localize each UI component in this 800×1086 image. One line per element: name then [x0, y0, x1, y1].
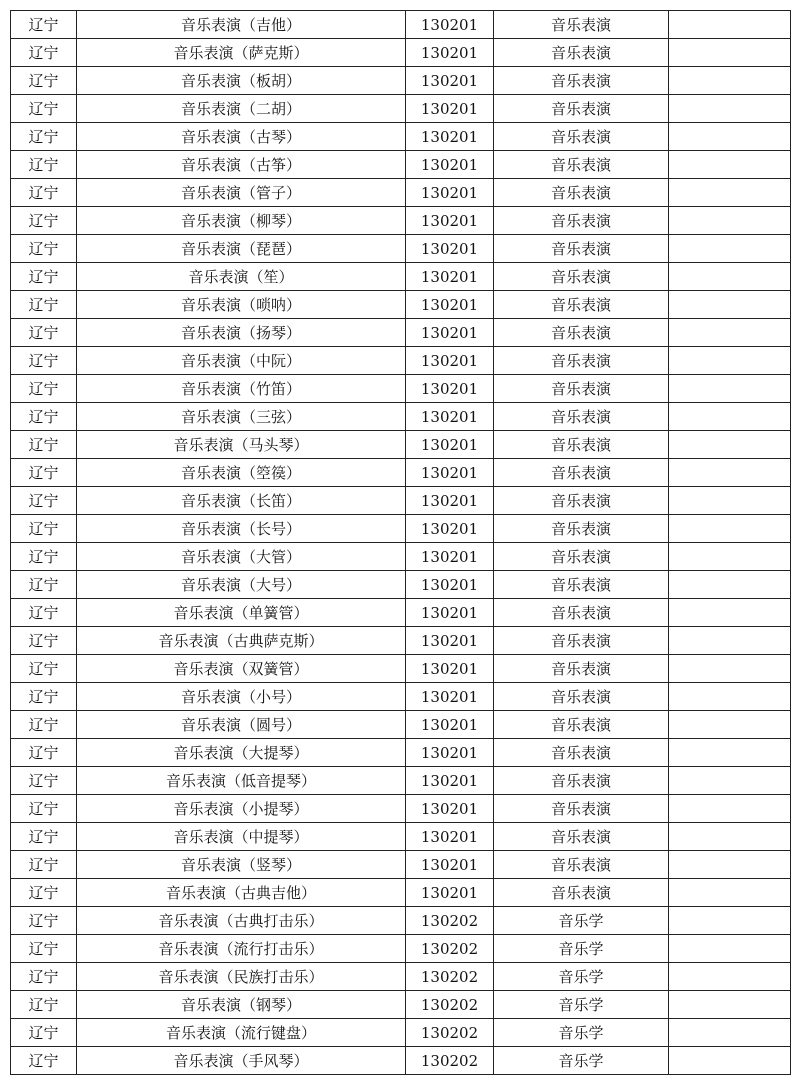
table-row [11, 515, 791, 543]
code-cell: 130201 [406, 151, 494, 179]
province-cell: 辽宁 [11, 1047, 77, 1075]
province-cell: 辽宁 [11, 543, 77, 571]
table-row [11, 95, 791, 123]
province-cell: 辽宁 [11, 95, 77, 123]
code-cell: 130201 [406, 599, 494, 627]
major-cell: 音乐表演（大提琴） [77, 739, 406, 767]
table-row [11, 67, 791, 95]
category-cell: 音乐表演 [494, 11, 669, 39]
note-cell [669, 123, 791, 151]
table-row [11, 655, 791, 683]
note-cell [669, 459, 791, 487]
note-cell [669, 431, 791, 459]
code-cell: 130201 [406, 11, 494, 39]
province-cell: 辽宁 [11, 823, 77, 851]
province-cell: 辽宁 [11, 403, 77, 431]
table-row [11, 963, 791, 991]
major-cell: 音乐表演（萨克斯） [77, 39, 406, 67]
category-cell: 音乐表演 [494, 627, 669, 655]
note-cell [669, 179, 791, 207]
table-row [11, 403, 791, 431]
category-cell: 音乐表演 [494, 459, 669, 487]
major-cell: 音乐表演（流行打击乐） [77, 935, 406, 963]
province-cell: 辽宁 [11, 627, 77, 655]
major-cell: 音乐表演（竹笛） [77, 375, 406, 403]
category-cell: 音乐表演 [494, 319, 669, 347]
table-row [11, 431, 791, 459]
province-cell: 辽宁 [11, 655, 77, 683]
table-row [11, 1047, 791, 1075]
note-cell [669, 207, 791, 235]
table-row [11, 487, 791, 515]
note-cell [669, 487, 791, 515]
major-cell: 音乐表演（流行键盘） [77, 1019, 406, 1047]
province-cell: 辽宁 [11, 963, 77, 991]
code-cell: 130201 [406, 655, 494, 683]
note-cell [669, 991, 791, 1019]
category-cell: 音乐表演 [494, 403, 669, 431]
major-cell: 音乐表演（板胡） [77, 67, 406, 95]
category-cell: 音乐表演 [494, 375, 669, 403]
major-cell: 音乐表演（竖琴） [77, 851, 406, 879]
category-cell: 音乐表演 [494, 767, 669, 795]
table-row [11, 1019, 791, 1047]
category-cell: 音乐表演 [494, 347, 669, 375]
major-cell: 音乐表演（古典打击乐） [77, 907, 406, 935]
major-cell: 音乐表演（吉他） [77, 11, 406, 39]
code-cell: 130201 [406, 627, 494, 655]
province-cell: 辽宁 [11, 39, 77, 67]
major-cell: 音乐表演（琵琶） [77, 235, 406, 263]
table-row [11, 851, 791, 879]
note-cell [669, 739, 791, 767]
category-cell: 音乐表演 [494, 207, 669, 235]
province-cell: 辽宁 [11, 263, 77, 291]
table-row [11, 39, 791, 67]
code-cell: 130201 [406, 767, 494, 795]
code-cell: 130201 [406, 515, 494, 543]
province-cell: 辽宁 [11, 151, 77, 179]
note-cell [669, 95, 791, 123]
major-cell: 音乐表演（古典吉他） [77, 879, 406, 907]
note-cell [669, 935, 791, 963]
table-row [11, 151, 791, 179]
note-cell [669, 683, 791, 711]
major-cell: 音乐表演（长笛） [77, 487, 406, 515]
note-cell [669, 515, 791, 543]
province-cell: 辽宁 [11, 459, 77, 487]
province-cell: 辽宁 [11, 179, 77, 207]
category-cell: 音乐表演 [494, 795, 669, 823]
table-row [11, 207, 791, 235]
province-cell: 辽宁 [11, 319, 77, 347]
province-cell: 辽宁 [11, 991, 77, 1019]
note-cell [669, 571, 791, 599]
note-cell [669, 11, 791, 39]
table-row [11, 235, 791, 263]
province-cell: 辽宁 [11, 67, 77, 95]
table-row [11, 375, 791, 403]
code-cell: 130201 [406, 263, 494, 291]
province-cell: 辽宁 [11, 767, 77, 795]
note-cell [669, 823, 791, 851]
major-cell: 音乐表演（中提琴） [77, 823, 406, 851]
table-row [11, 879, 791, 907]
category-cell: 音乐表演 [494, 515, 669, 543]
code-cell: 130201 [406, 571, 494, 599]
table-row [11, 991, 791, 1019]
note-cell [669, 291, 791, 319]
major-cell: 音乐表演（古琴） [77, 123, 406, 151]
province-cell: 辽宁 [11, 935, 77, 963]
code-cell: 130201 [406, 487, 494, 515]
note-cell [669, 375, 791, 403]
major-cell: 音乐表演（圆号） [77, 711, 406, 739]
province-cell: 辽宁 [11, 487, 77, 515]
major-cell: 音乐表演（中阮） [77, 347, 406, 375]
code-cell: 130201 [406, 403, 494, 431]
note-cell [669, 403, 791, 431]
category-cell: 音乐表演 [494, 123, 669, 151]
province-cell: 辽宁 [11, 123, 77, 151]
code-cell: 130202 [406, 935, 494, 963]
category-cell: 音乐表演 [494, 739, 669, 767]
category-cell: 音乐学 [494, 907, 669, 935]
major-cell: 音乐表演（长号） [77, 515, 406, 543]
note-cell [669, 599, 791, 627]
code-cell: 130201 [406, 375, 494, 403]
note-cell [669, 627, 791, 655]
province-cell: 辽宁 [11, 207, 77, 235]
province-cell: 辽宁 [11, 11, 77, 39]
category-cell: 音乐表演 [494, 263, 669, 291]
code-cell: 130201 [406, 459, 494, 487]
note-cell [669, 851, 791, 879]
category-cell: 音乐表演 [494, 879, 669, 907]
code-cell: 130201 [406, 431, 494, 459]
table-row [11, 739, 791, 767]
major-cell: 音乐表演（扬琴） [77, 319, 406, 347]
note-cell [669, 963, 791, 991]
major-cell: 音乐表演（箜篌） [77, 459, 406, 487]
category-cell: 音乐表演 [494, 151, 669, 179]
province-cell: 辽宁 [11, 907, 77, 935]
major-cell: 音乐表演（民族打击乐） [77, 963, 406, 991]
category-cell: 音乐学 [494, 963, 669, 991]
category-cell: 音乐表演 [494, 851, 669, 879]
major-cell: 音乐表演（单簧管） [77, 599, 406, 627]
major-cell: 音乐表演（马头琴） [77, 431, 406, 459]
province-cell: 辽宁 [11, 683, 77, 711]
category-cell: 音乐表演 [494, 67, 669, 95]
province-cell: 辽宁 [11, 431, 77, 459]
code-cell: 130202 [406, 963, 494, 991]
code-cell: 130201 [406, 739, 494, 767]
major-cell: 音乐表演（钢琴） [77, 991, 406, 1019]
province-cell: 辽宁 [11, 1019, 77, 1047]
table-body [11, 11, 791, 1075]
table-row [11, 907, 791, 935]
major-cell: 音乐表演（柳琴） [77, 207, 406, 235]
province-cell: 辽宁 [11, 879, 77, 907]
note-cell [669, 151, 791, 179]
code-cell: 130201 [406, 207, 494, 235]
category-cell: 音乐学 [494, 1019, 669, 1047]
table-row [11, 123, 791, 151]
category-cell: 音乐表演 [494, 291, 669, 319]
note-cell [669, 795, 791, 823]
table-row [11, 571, 791, 599]
code-cell: 130201 [406, 291, 494, 319]
category-cell: 音乐表演 [494, 711, 669, 739]
code-cell: 130201 [406, 179, 494, 207]
table-row [11, 263, 791, 291]
major-cell: 音乐表演（二胡） [77, 95, 406, 123]
note-cell [669, 907, 791, 935]
note-cell [669, 767, 791, 795]
code-cell: 130201 [406, 683, 494, 711]
table-row [11, 795, 791, 823]
category-cell: 音乐表演 [494, 683, 669, 711]
code-cell: 130202 [406, 991, 494, 1019]
code-cell: 130201 [406, 319, 494, 347]
code-cell: 130201 [406, 67, 494, 95]
category-cell: 音乐学 [494, 935, 669, 963]
major-cell: 音乐表演（古筝） [77, 151, 406, 179]
code-cell: 130201 [406, 711, 494, 739]
province-cell: 辽宁 [11, 711, 77, 739]
major-cell: 音乐表演（小号） [77, 683, 406, 711]
table-row [11, 179, 791, 207]
category-cell: 音乐表演 [494, 235, 669, 263]
major-cell: 音乐表演（小提琴） [77, 795, 406, 823]
province-cell: 辽宁 [11, 571, 77, 599]
province-cell: 辽宁 [11, 347, 77, 375]
category-cell: 音乐学 [494, 1047, 669, 1075]
table-row [11, 711, 791, 739]
major-cell: 音乐表演（笙） [77, 263, 406, 291]
note-cell [669, 347, 791, 375]
note-cell [669, 543, 791, 571]
table-row [11, 543, 791, 571]
table-row [11, 319, 791, 347]
category-cell: 音乐学 [494, 991, 669, 1019]
category-cell: 音乐表演 [494, 179, 669, 207]
province-cell: 辽宁 [11, 375, 77, 403]
code-cell: 130201 [406, 851, 494, 879]
major-cell: 音乐表演（管子） [77, 179, 406, 207]
major-cell: 音乐表演（大号） [77, 571, 406, 599]
code-cell: 130201 [406, 795, 494, 823]
table-row [11, 599, 791, 627]
code-cell: 130201 [406, 823, 494, 851]
code-cell: 130201 [406, 543, 494, 571]
major-cell: 音乐表演（古典萨克斯） [77, 627, 406, 655]
table-row [11, 459, 791, 487]
category-cell: 音乐表演 [494, 823, 669, 851]
category-cell: 音乐表演 [494, 599, 669, 627]
note-cell [669, 39, 791, 67]
code-cell: 130202 [406, 1019, 494, 1047]
table-row [11, 11, 791, 39]
code-cell: 130202 [406, 907, 494, 935]
province-cell: 辽宁 [11, 599, 77, 627]
table-row [11, 347, 791, 375]
table-row [11, 767, 791, 795]
province-cell: 辽宁 [11, 235, 77, 263]
province-cell: 辽宁 [11, 515, 77, 543]
province-cell: 辽宁 [11, 291, 77, 319]
note-cell [669, 235, 791, 263]
category-cell: 音乐表演 [494, 95, 669, 123]
major-cell: 音乐表演（手风琴） [77, 1047, 406, 1075]
major-cell: 音乐表演（双簧管） [77, 655, 406, 683]
code-cell: 130201 [406, 95, 494, 123]
data-table [10, 10, 791, 1075]
table-row [11, 627, 791, 655]
major-cell: 音乐表演（唢呐） [77, 291, 406, 319]
code-cell: 130201 [406, 879, 494, 907]
table-row [11, 935, 791, 963]
note-cell [669, 67, 791, 95]
note-cell [669, 711, 791, 739]
note-cell [669, 319, 791, 347]
province-cell: 辽宁 [11, 851, 77, 879]
code-cell: 130201 [406, 39, 494, 67]
table-row [11, 823, 791, 851]
category-cell: 音乐表演 [494, 431, 669, 459]
major-cell: 音乐表演（大管） [77, 543, 406, 571]
code-cell: 130201 [406, 235, 494, 263]
note-cell [669, 1019, 791, 1047]
note-cell [669, 879, 791, 907]
table-row [11, 291, 791, 319]
category-cell: 音乐表演 [494, 571, 669, 599]
province-cell: 辽宁 [11, 739, 77, 767]
note-cell [669, 1047, 791, 1075]
category-cell: 音乐表演 [494, 487, 669, 515]
code-cell: 130202 [406, 1047, 494, 1075]
note-cell [669, 655, 791, 683]
note-cell [669, 263, 791, 291]
province-cell: 辽宁 [11, 795, 77, 823]
major-cell: 音乐表演（低音提琴） [77, 767, 406, 795]
major-cell: 音乐表演（三弦） [77, 403, 406, 431]
category-cell: 音乐表演 [494, 543, 669, 571]
category-cell: 音乐表演 [494, 655, 669, 683]
category-cell: 音乐表演 [494, 39, 669, 67]
code-cell: 130201 [406, 347, 494, 375]
code-cell: 130201 [406, 123, 494, 151]
table-row [11, 683, 791, 711]
